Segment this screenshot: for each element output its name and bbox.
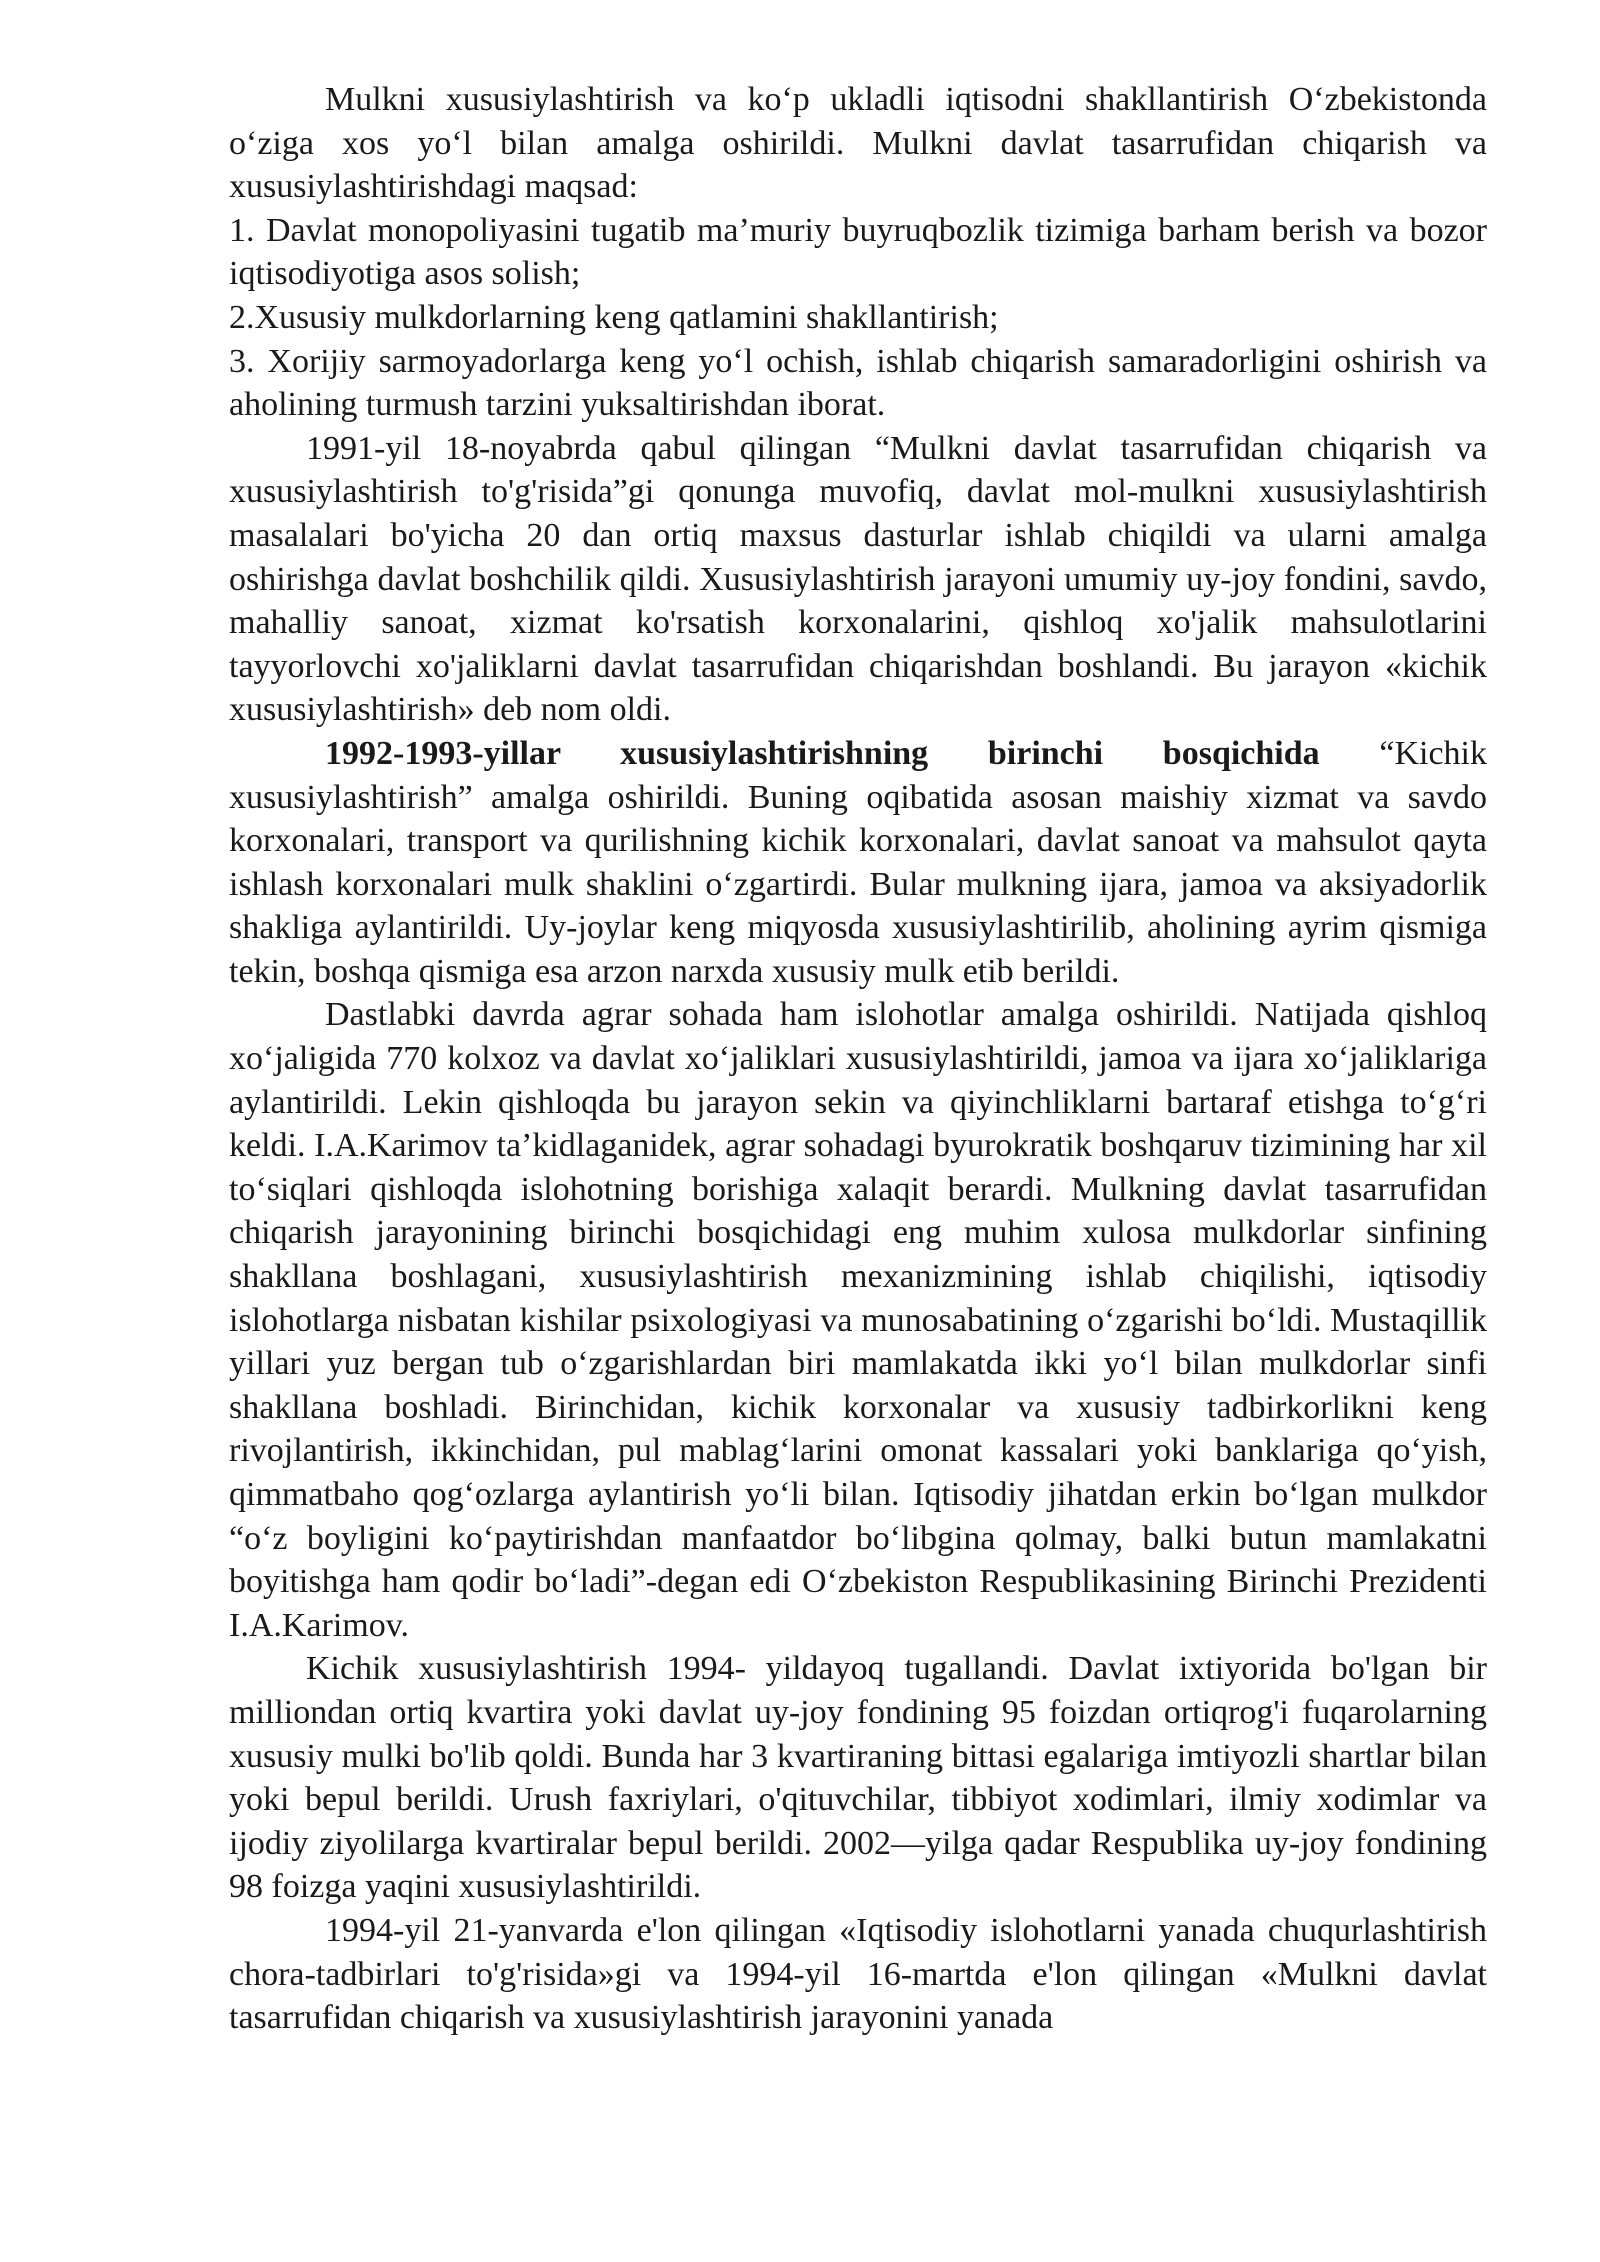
- list-item-1: [229, 209, 1487, 296]
- bold-lead-in: 1992-1993-yillar xususiylashtirishning birinchi bosqichida: [325, 734, 1320, 772]
- paragraph-1991-law: [229, 427, 1487, 732]
- paragraph-text: Kichik xususiylashtirish 1994- yildayoq tugallandi. Davlat ixtiyorida bo'lgan bir milliondan ortiq kvartira yoki davlat uy-joy fondining 95 foizdan ortiqrog'i fuqarolarning xususiy mulki bo'lib qoldi. Bunda har 3 kvartiraning bittasi egalariga imtiyozli shartlar bilan yoki bepul berildi. Urush faxriylari, o'qituvchilar, tibbiyot xodimlari, ilmiy xodimlar va ijodiy ziyolilarga kvartiralar bepul berildi. 2002—yilga qadar Respublika uy-joy fondining 98 foizga yaqini xususiylashtirildi.: [229, 1650, 1487, 1906]
- paragraph-text: Dastlabki davrda agrar sohada ham islohotlar amalga oshirildi. Natijada qishloq xo‘jaligida 770 kolxoz va davlat xo‘jaliklari xususiylashtirildi, jamoa va ijara xo‘jaliklariga aylantirildi. Lekin qishloqda bu jarayon sekin va qiyinchliklarni bartaraf etishga to‘g‘ri keldi. I.A.Karimov ta’kidlaganidek, agrar sohadagi byurokratik boshqaruv tizimining har xil to‘siqlari qishloqda islohotning borishiga xalaqit berardi. Mulkning davlat tasarrufidan chiqarish jarayonining birinchi bosqichidagi eng muhim xulosa mulkdorlar sinfining shakllana boshlagani, xususiylashtirish mexanizmining ishlab chiqilishi, iqtisodiy islohotlarga nisbatan kishilar psixologiyasi va munosabatining o‘zgarishi bo‘ldi. Mustaqillik yillari yuz bergan tub o‘zgarishlardan biri mamlakatda ikki yo‘l bilan mulkdorlar sinfi shakllana boshladi. Birinchidan, kichik korxonalar va xususiy tadbirkorlikni keng rivojlantirish, ikkinchidan, pul mablag‘larini omonat kassalari yoki banklariga qo‘yish, qimmatbaho qog‘ozlarga aylantirish yo‘li bilan. Iqtisodiy jihatdan erkin bo‘lgan mulkdor “o‘z boyligini ko‘paytirishdan manfaatdor bo‘libgina qolmay, balki butun mamlakatni boyitishga ham qodir bo‘ladi”-degan edi O‘zbekiston Respublikasining Birinchi Prezidenti I.A.Karimov.: [229, 996, 1487, 1644]
- paragraph-text: “Kichik xususiylashtirish” amalga oshirildi. Buning oqibatida asosan maishiy xizmat va savdo korxonalari, transport va qurilishning kichik korxonalari, davlat sanoat va mahsulot qayta ishlash korxonalari mulk shaklini o‘zgartirdi. Bular mulkning ijara, jamoa va aksiyadorlik shakliga aylantirildi. Uy-joylar keng miqyosda xususiylashtirilib, aholining ayrim qismiga tekin, boshqa qismiga esa arzon narxda xususiy mulk etib berildi.: [229, 734, 1487, 990]
- paragraph-agrarian: [229, 993, 1487, 1647]
- list-item-text: 1. Davlat monopoliyasini tugatib ma’muriy buyruqbozlik tizimiga barham berish va bozor iqtisodiyotiga asos solish;: [229, 211, 1487, 293]
- list-item-2: [229, 296, 1487, 340]
- list-item-text: 2.Xususiy mulkdorlarning keng qatlamini shakllantirish;: [229, 298, 999, 336]
- paragraph-text: 1991-yil 18-noyabrda qabul qilingan “Mulkni davlat tasarrufidan chiqarish va xususiylashtirish to'g'risida”gi qonunga muvofiq, davlat mol-mulkni xususiylashtirish masalalari bo'yicha 20 dan ortiq maxsus dasturlar ishlab chiqildi va ularni amalga oshirishga davlat boshchilik qildi. Xususiylashtirish jarayoni umumiy uy-joy fondini, savdo, mahalliy sanoat, xizmat ko'rsatish korxonalarini, qishloq xo'jalik mahsulotlarini tayyorlovchi xo'jaliklarni davlat tasarrufidan chiqarishdan boshlandi. Bu jarayon «kichik xususiylashtirish» deb nom oldi.: [229, 429, 1487, 729]
- paragraph-intro: [229, 78, 1487, 209]
- paragraph-1994-decrees: [229, 1909, 1487, 2040]
- paragraph-first-stage: [229, 732, 1487, 994]
- list-item-3: [229, 340, 1487, 427]
- list-item-text: 3. Xorijiy sarmoyadorlarga keng yo‘l ochish, ishlab chiqarish samaradorligini oshirish va aholining turmush tarzini yuksaltirishdan iborat.: [229, 342, 1487, 424]
- paragraph-1994-completion: [229, 1647, 1487, 1909]
- paragraph-text: Mulkni xususiylashtirish va ko‘p ukladli iqtisodni shakllantirish O‘zbekistonda o‘ziga xos yo‘l bilan amalga oshirildi. Mulkni davlat tasarrufidan chiqarish va xususiylashtirishdagi maqsad:: [229, 81, 1487, 206]
- document-page: [229, 78, 1487, 2040]
- paragraph-text: 1994-yil 21-yanvarda e'lon qilingan «Iqtisodiy islohotlarni yanada chuqurlashtirish chora-tadbirlari to'g'risida»gi va 1994-yil 16-martda e'lon qilingan «Mulkni davlat tasarrufidan chiqarish va xususiylashtirish jarayonini yanada: [229, 1911, 1487, 2037]
